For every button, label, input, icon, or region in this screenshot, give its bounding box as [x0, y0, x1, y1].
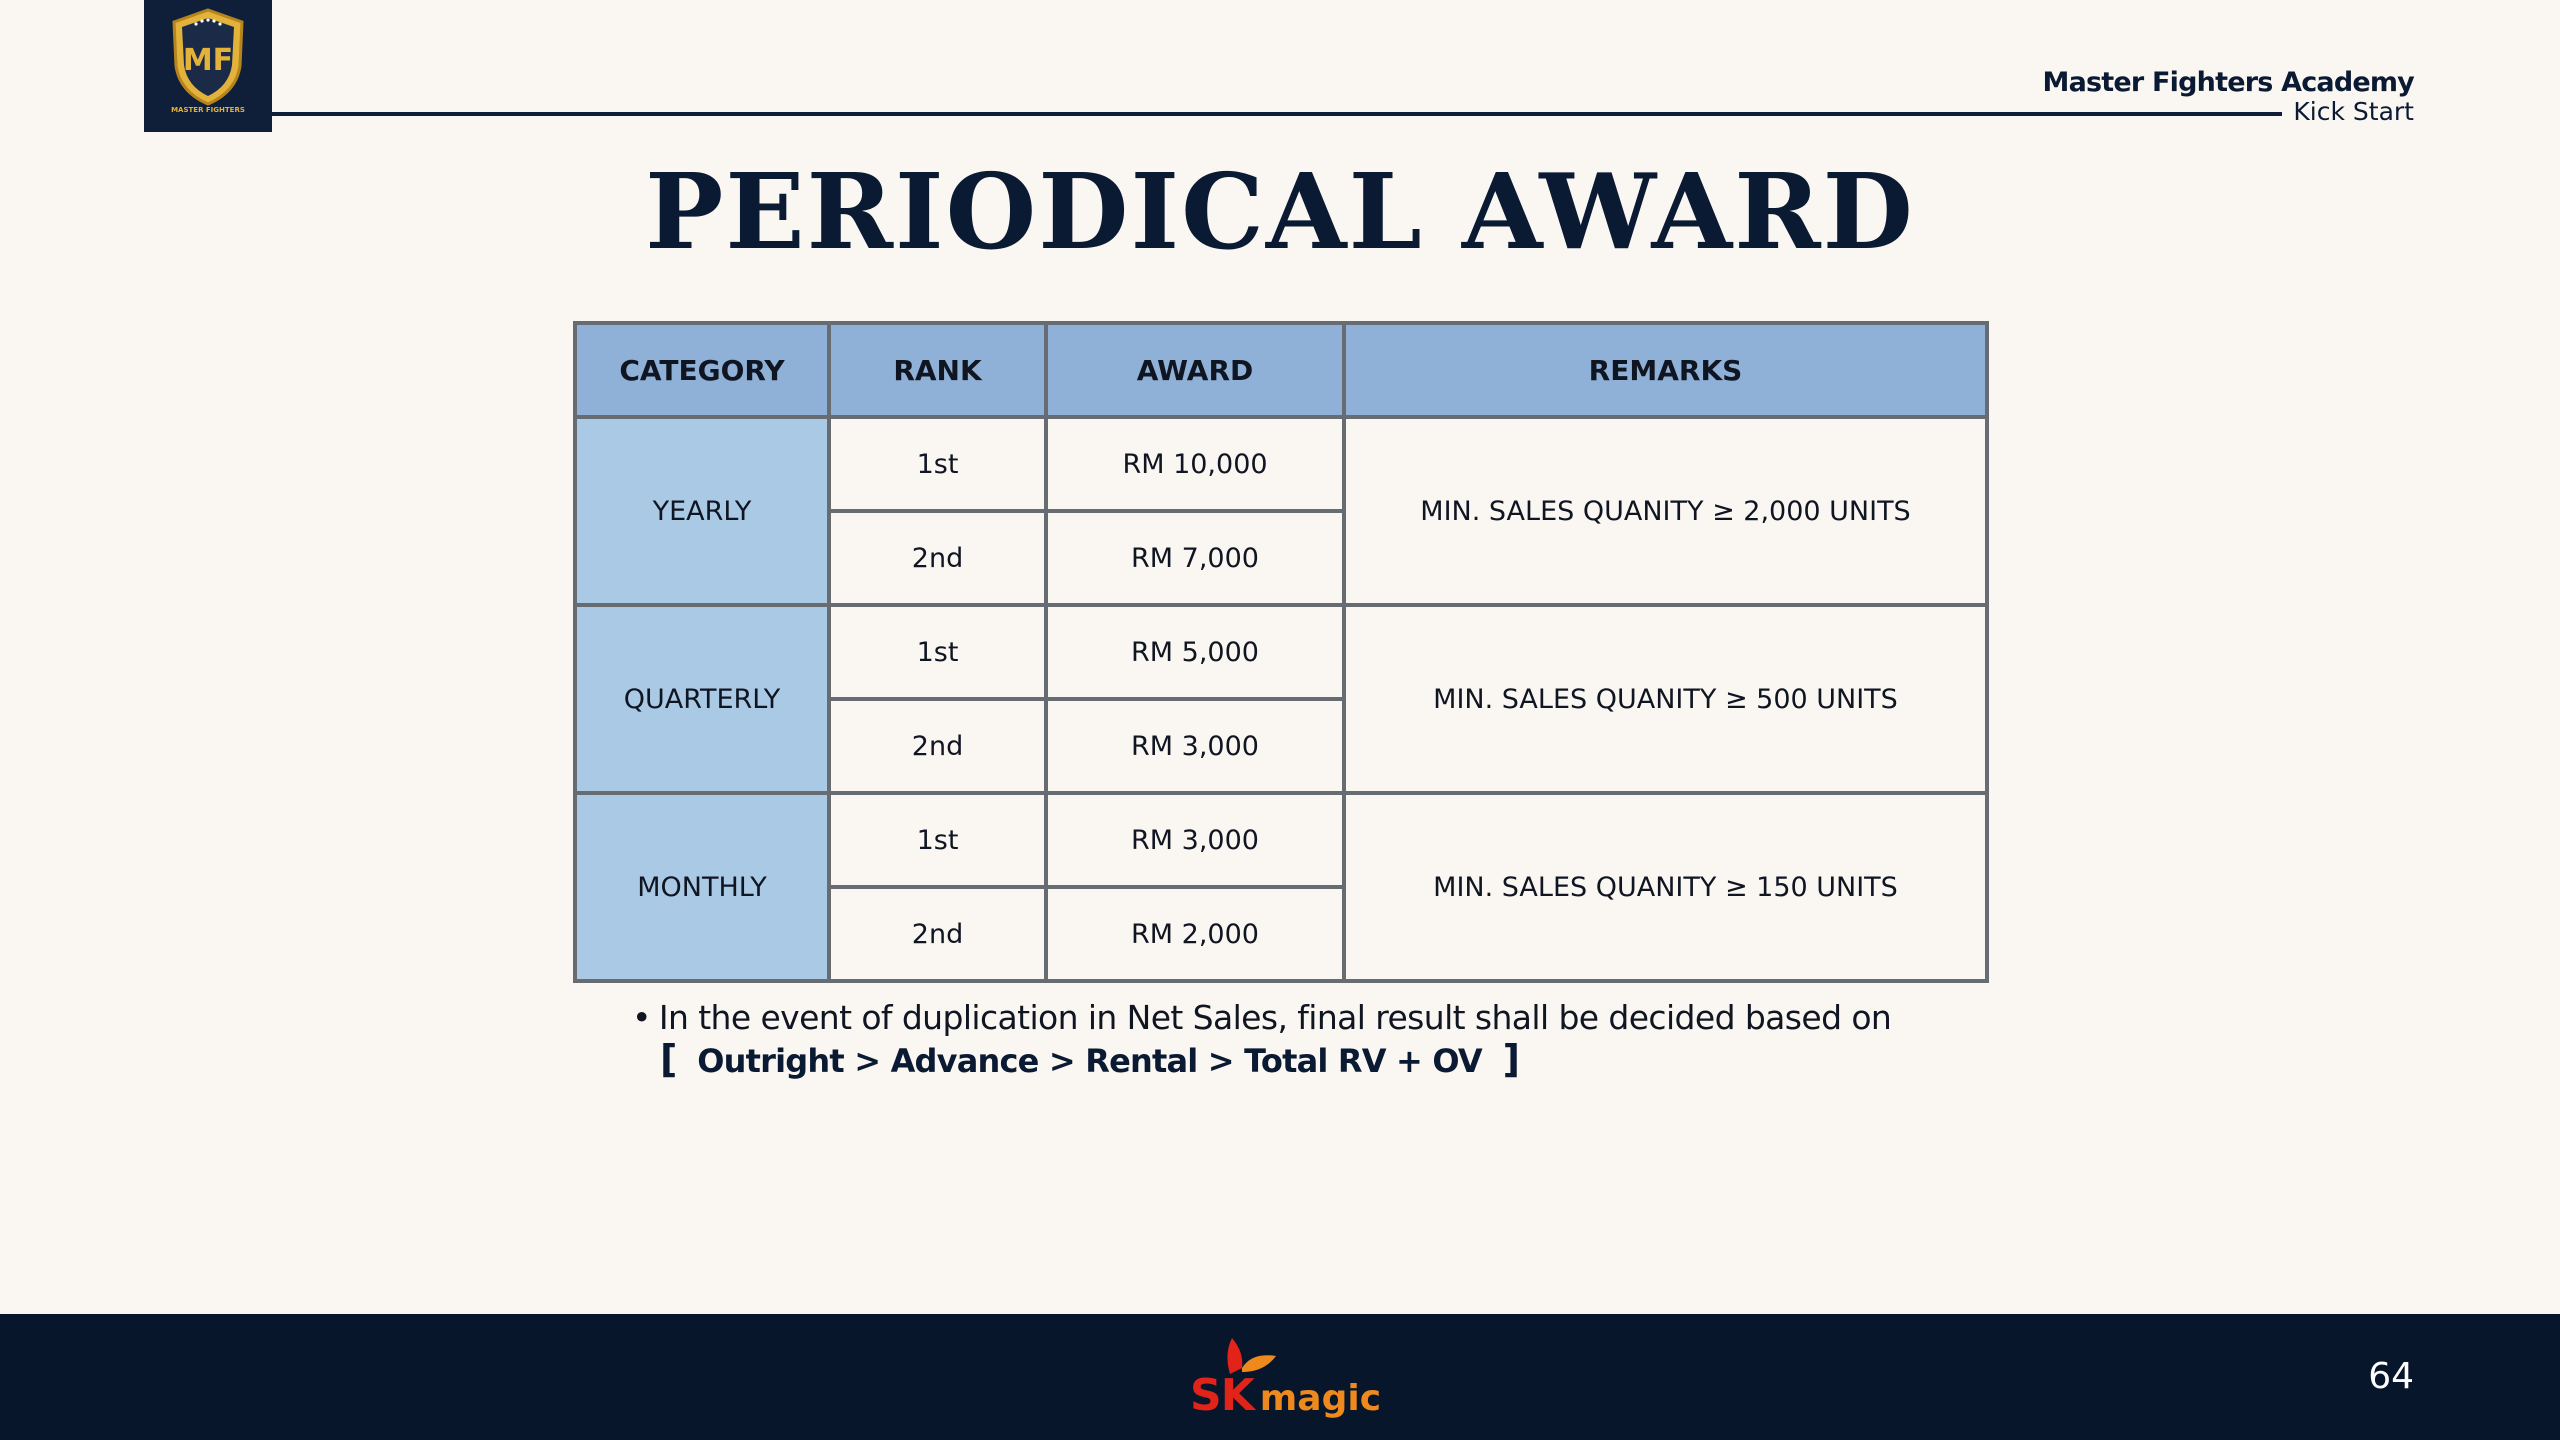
footer-bar — [0, 1314, 2560, 1440]
sk-logo-text: SK — [1190, 1370, 1254, 1421]
table-header-row — [575, 323, 1987, 417]
brand-block — [2043, 66, 2414, 126]
category-cell: YEARLY — [575, 417, 829, 605]
logo-monogram: MF — [182, 43, 234, 78]
order-open-bracket: [ — [660, 1037, 677, 1081]
rank-cell: 2nd — [829, 887, 1046, 981]
brand-name: Master Fighters Academy — [2042, 67, 2414, 98]
rank-cell: 1st — [829, 417, 1046, 511]
order-text: Outright > Advance > Rental > Total RV + OV — [697, 1042, 1482, 1080]
table-row — [575, 793, 1987, 887]
category-cell: MONTHLY — [575, 793, 829, 981]
brand-subtitle: Kick Start — [2293, 97, 2414, 126]
table-row — [575, 605, 1987, 699]
sk-magic-logo — [1190, 1370, 1381, 1421]
page-number: 64 — [2368, 1356, 2414, 1397]
academy-logo — [144, 0, 272, 132]
logo-caption: MASTER FIGHTERS — [171, 106, 245, 114]
remarks-cell: MIN. SALES QUANITY ≥ 2,000 UNITS — [1344, 417, 1987, 605]
shield-crest-icon — [144, 0, 272, 132]
tiebreak-order — [660, 1037, 1519, 1083]
award-cell: RM 10,000 — [1046, 417, 1344, 511]
award-cell: RM 3,000 — [1046, 699, 1344, 793]
tiebreak-note — [632, 996, 1891, 1040]
remarks-cell: MIN. SALES QUANITY ≥ 150 UNITS — [1344, 793, 1987, 981]
header-remarks: REMARKS — [1344, 323, 1987, 417]
header-divider — [272, 112, 2282, 116]
rank-cell: 1st — [829, 793, 1046, 887]
note-text: In the event of duplication in Net Sales, final result shall be decided based on — [658, 998, 1892, 1037]
remarks-cell: MIN. SALES QUANITY ≥ 500 UNITS — [1344, 605, 1987, 793]
header-rank: RANK — [829, 323, 1046, 417]
award-cell: RM 7,000 — [1046, 511, 1344, 605]
rank-cell: 2nd — [829, 511, 1046, 605]
award-table — [573, 321, 1989, 983]
award-cell: RM 5,000 — [1046, 605, 1344, 699]
rank-cell: 2nd — [829, 699, 1046, 793]
bullet-icon: • — [632, 998, 651, 1037]
order-close-bracket: ] — [1502, 1037, 1520, 1081]
table-row — [575, 417, 1987, 511]
award-cell: RM 3,000 — [1046, 793, 1344, 887]
header-category: CATEGORY — [575, 323, 829, 417]
category-cell: QUARTERLY — [575, 605, 829, 793]
header-award: AWARD — [1046, 323, 1344, 417]
award-cell: RM 2,000 — [1046, 887, 1344, 981]
page-title: PERIODICAL AWARD — [645, 150, 1915, 273]
rank-cell: 1st — [829, 605, 1046, 699]
magic-logo-text: magic — [1259, 1378, 1382, 1419]
